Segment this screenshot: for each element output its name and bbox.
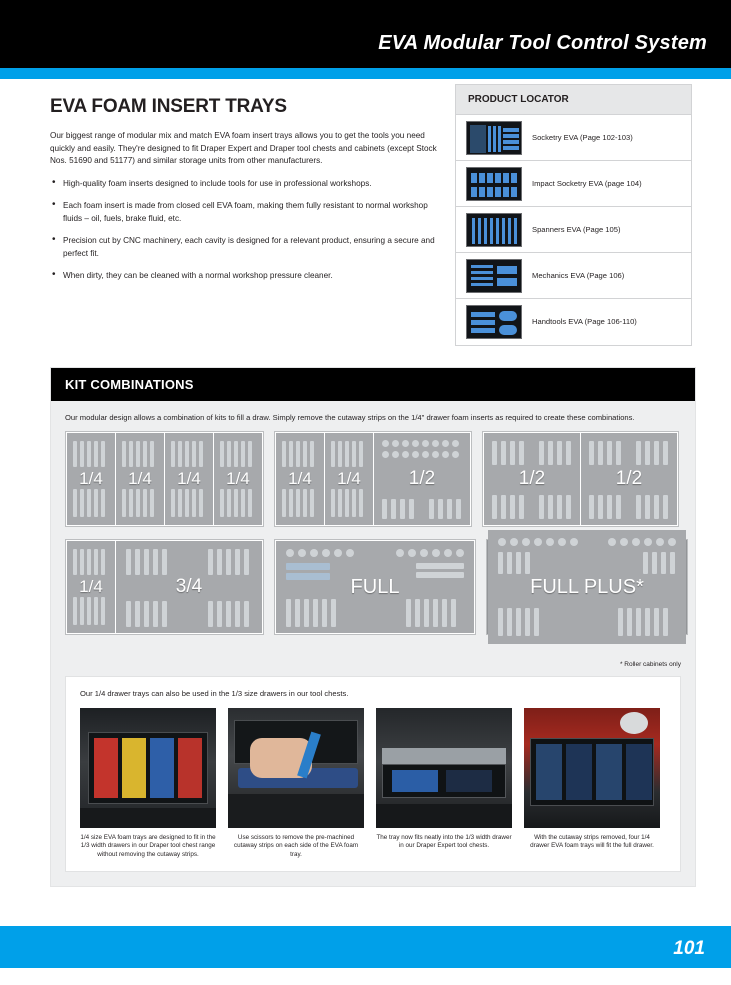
tray-group-quarter-three-quarter <box>65 539 264 635</box>
locator-item-label: Impact Socketry EVA (page 104) <box>532 178 642 188</box>
tray-group-quarter-x2-half <box>274 431 472 527</box>
photo-item-3 <box>376 708 512 859</box>
header-title: EVA Modular Tool Control System <box>378 32 707 54</box>
header-accent-rule <box>0 68 731 79</box>
locator-item-label: Socketry EVA (Page 102-103) <box>532 132 633 142</box>
tray-diagram-rows <box>51 431 695 661</box>
tray-quarter <box>325 433 373 525</box>
list-item: • Precision cut by CNC machinery, each cavity is designed for a relevant product, ensuring a secure and perfect fit. <box>50 235 440 260</box>
kit-combinations-intro: Our modular design allows a combination of kits to fill a draw. Simply remove the cutaway strips on the 1/4" drawer foam inserts as required to create these combinations. <box>65 413 635 422</box>
tray-half <box>581 433 677 525</box>
locator-item-socketry[interactable] <box>456 115 691 161</box>
photo-caption: The tray now fits neatly into the 1/3 width drawer in our Draper Expert tool chests. <box>376 834 512 850</box>
photo-item-4 <box>524 708 660 859</box>
left-edge-notch <box>0 470 8 508</box>
footer-margin <box>0 968 731 985</box>
intro-section <box>50 96 440 293</box>
photo-image-drawer-trays <box>80 708 216 828</box>
tray-quarter <box>67 433 115 525</box>
footer-bar <box>0 926 731 968</box>
impact-socketry-tray-icon <box>466 167 522 201</box>
list-item: • When dirty, they can be cleaned with a normal workshop pressure cleaner. <box>50 270 440 283</box>
tray-quarter <box>116 433 164 525</box>
photo-walkthrough-intro: Our 1/4 drawer trays can also be used in the 1/3 size drawers in our tool chests. <box>80 689 349 698</box>
tray-half <box>484 433 580 525</box>
intro-lead: Our biggest range of modular mix and match EVA foam insert trays allows you to get the tools you need quickly and easily. They're designed to fit Draper Expert and Draper tool chests and cabinets (except Stock Nos. 51690 and 51177) and similar storage units from other manufacturers. <box>50 131 437 165</box>
mechanics-tray-icon <box>466 259 522 293</box>
spanners-tray-icon <box>466 213 522 247</box>
locator-item-label: Spanners EVA (Page 105) <box>532 224 621 234</box>
photo-image-cutting-strips <box>228 708 364 828</box>
tray-row-1 <box>65 431 681 527</box>
photo-image-full-drawer <box>524 708 660 828</box>
tray-quarter <box>276 433 324 525</box>
tray-size-label: 1/4 <box>79 469 103 488</box>
tray-size-label: FULL PLUS* <box>530 575 644 598</box>
tray-quarter <box>165 433 213 525</box>
tray-size-label: 1/4 <box>177 469 201 488</box>
tray-size-label: 1/2 <box>408 468 436 489</box>
page-number: 101 <box>673 938 705 959</box>
photo-list <box>80 708 666 859</box>
tray-size-label: 1/2 <box>615 468 643 489</box>
list-item: • Each foam insert is made from closed cell EVA foam, making them fully resistant to normal workshop fluids – oil, fuels, brake fluid, etc. <box>50 200 440 225</box>
tray-group-half-x2 <box>482 431 679 527</box>
page-title: EVA FOAM INSERT TRAYS <box>50 96 287 117</box>
photo-caption: 1/4 size EVA foam trays are designed to fit in the 1/3 width drawers in our Draper tool chest range without removing the cutaway strips. <box>80 834 216 858</box>
tray-size-label: 1/2 <box>518 468 546 489</box>
tray-size-label: 1/4 <box>226 469 250 488</box>
locator-item-impact-socketry[interactable] <box>456 161 691 207</box>
socketry-tray-icon <box>466 121 522 155</box>
photo-item-2 <box>228 708 364 859</box>
locator-item-label: Handtools EVA (Page 106-110) <box>532 317 637 326</box>
kit-combinations-panel <box>50 367 696 887</box>
tray-full-plus <box>488 530 686 644</box>
tray-size-label: 1/4 <box>337 469 361 488</box>
tray-group-full <box>274 539 476 635</box>
tray-half <box>374 433 470 525</box>
tray-group-quarter-x4 <box>65 431 264 527</box>
kit-combinations-title: KIT COMBINATIONS <box>51 368 695 401</box>
locator-item-handtools[interactable] <box>456 299 691 345</box>
locator-item-mechanics[interactable] <box>456 253 691 299</box>
tray-quarter <box>67 541 115 633</box>
locator-item-spanners[interactable] <box>456 207 691 253</box>
locator-item-label: Mechanics EVA (Page 106) <box>532 270 625 280</box>
handtools-tray-icon <box>466 305 522 339</box>
tray-full <box>276 541 474 633</box>
tray-size-label: 1/4 <box>288 469 312 488</box>
list-item: • High-quality foam inserts designed to include tools for use in professional workshops. <box>50 178 440 191</box>
photo-image-tray-in-drawer <box>376 708 512 828</box>
tray-size-label: 1/4 <box>79 577 103 596</box>
tray-size-label: 1/4 <box>128 469 152 488</box>
intro-bullet-list <box>50 178 440 283</box>
photo-caption: With the cutaway strips removed, four 1/4 drawer EVA foam trays will fit the full drawer. <box>530 834 654 850</box>
photo-walkthrough-panel <box>65 676 681 872</box>
photo-item-1 <box>80 708 216 859</box>
tray-size-label: 3/4 <box>175 576 203 597</box>
photo-caption: Use scissors to remove the pre-machined cutaway strips on each side of the EVA foam tray. <box>233 834 359 858</box>
tray-group-full-plus <box>486 539 688 635</box>
tray-quarter <box>214 433 262 525</box>
tray-size-label: FULL <box>350 575 400 598</box>
product-locator <box>455 84 692 346</box>
tray-row-2 <box>65 539 681 635</box>
tray-three-quarter <box>116 541 262 633</box>
kit-footnote: * Roller cabinets only <box>619 661 681 668</box>
product-locator-title: PRODUCT LOCATOR <box>456 85 691 115</box>
